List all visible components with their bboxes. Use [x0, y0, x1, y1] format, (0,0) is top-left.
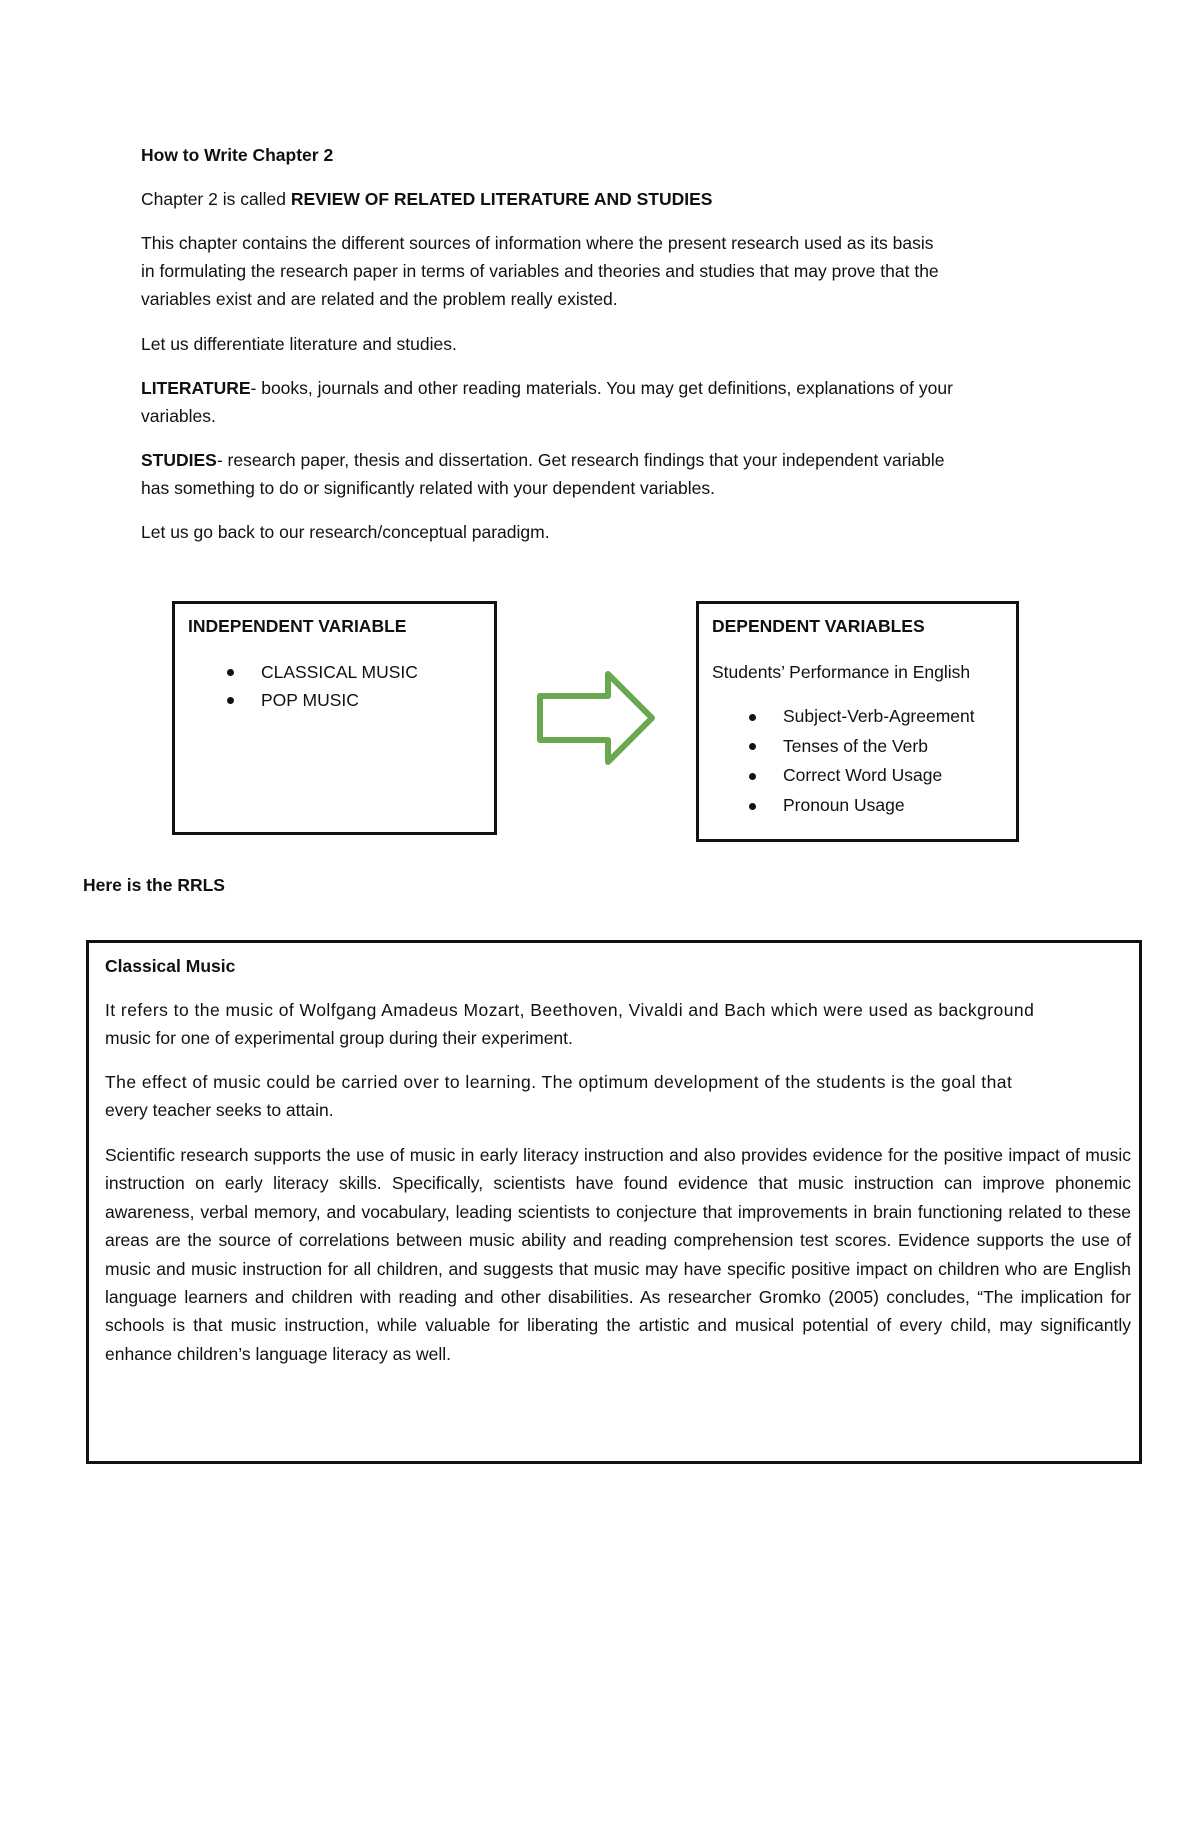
studies-text: - research paper, thesis and dissertation. Get research findings that your independent variable: [216, 450, 945, 470]
literature-text: - books, journals and other reading materials. You may get definitions, explanations of your: [250, 378, 953, 398]
literature-term: LITERATURE: [141, 378, 251, 398]
dependent-variables-list: [783, 702, 975, 820]
list-item: Correct Word Usage: [783, 761, 975, 791]
studies-definition: [141, 446, 945, 474]
studies-text-continued: has something to do or significantly related with your dependent variables.: [141, 478, 715, 498]
chapter-title: REVIEW OF RELATED LITERATURE AND STUDIES: [290, 189, 713, 209]
rrls-paragraph-line: The effect of music could be carried over to learning. The optimum development of the students is the goal that: [105, 1072, 1013, 1092]
right-arrow-icon: [536, 668, 658, 768]
chapter-intro: [141, 185, 712, 213]
rrls-paragraph-line: every teacher seeks to attain.: [105, 1100, 334, 1120]
list-item: Pronoun Usage: [783, 791, 975, 821]
rrls-box: [86, 940, 1142, 1464]
rrls-paragraph: Scientific research supports the use of music in early literacy instruction and also provides evidence for the positive impact of music instruction on early literacy skills. Specifically, scientists have found evidence that music instruction can improve phonemic awareness, verbal memory, and vocabulary, leading scientists to conjecture that improvements in brain functioning related to these areas are the source of correlations between music ability and reading comprehension test scores. Evidence supports the use of music and music instruction for all children, and suggests that music may have specific positive impact on children who are English language learners and children with reading and other disabilities. As researcher Gromko (2005) concludes, “The implication for schools is that music instruction, while valuable for liberating the artistic and musical potential of every child, may significantly enhance children’s language literacy as well.: [105, 1145, 1131, 1364]
rrls-label: Here is the RRLS: [83, 875, 225, 895]
page-heading: How to Write Chapter 2: [141, 145, 334, 165]
dependent-variables-box: [696, 601, 1019, 842]
rrls-paragraph-line: It refers to the music of Wolfgang Amadeus Mozart, Beethoven, Vivaldi and Bach which were used as background: [105, 1000, 1035, 1020]
literature-definition: [141, 374, 953, 402]
independent-variable-title: INDEPENDENT VARIABLE: [188, 616, 407, 636]
list-item: Tenses of the Verb: [783, 732, 975, 762]
dependent-variables-subtitle: Students’ Performance in English: [712, 662, 971, 682]
literature-text-continued: variables.: [141, 406, 216, 426]
list-item: POP MUSIC: [261, 686, 418, 714]
independent-variable-box: [172, 601, 497, 835]
description-line: This chapter contains the different sources of information where the present research used as its basis: [141, 233, 934, 253]
description-line: in formulating the research paper in terms of variables and theories and studies that may prove that the: [141, 261, 939, 281]
rrls-title: Classical Music: [105, 956, 236, 976]
list-item: CLASSICAL MUSIC: [261, 658, 418, 686]
studies-term: STUDIES: [141, 450, 217, 470]
go-back-line: Let us go back to our research/conceptual paradigm.: [141, 522, 550, 542]
differentiate-line: Let us differentiate literature and studies.: [141, 334, 457, 354]
independent-variable-list: [261, 658, 418, 714]
list-item: Subject-Verb-Agreement: [783, 702, 975, 732]
dependent-variables-title: DEPENDENT VARIABLES: [712, 616, 925, 636]
chapter-intro-prefix: Chapter 2 is called: [141, 189, 291, 209]
description-line: variables exist and are related and the problem really existed.: [141, 289, 618, 309]
rrls-paragraph-line: music for one of experimental group during their experiment.: [105, 1028, 573, 1048]
